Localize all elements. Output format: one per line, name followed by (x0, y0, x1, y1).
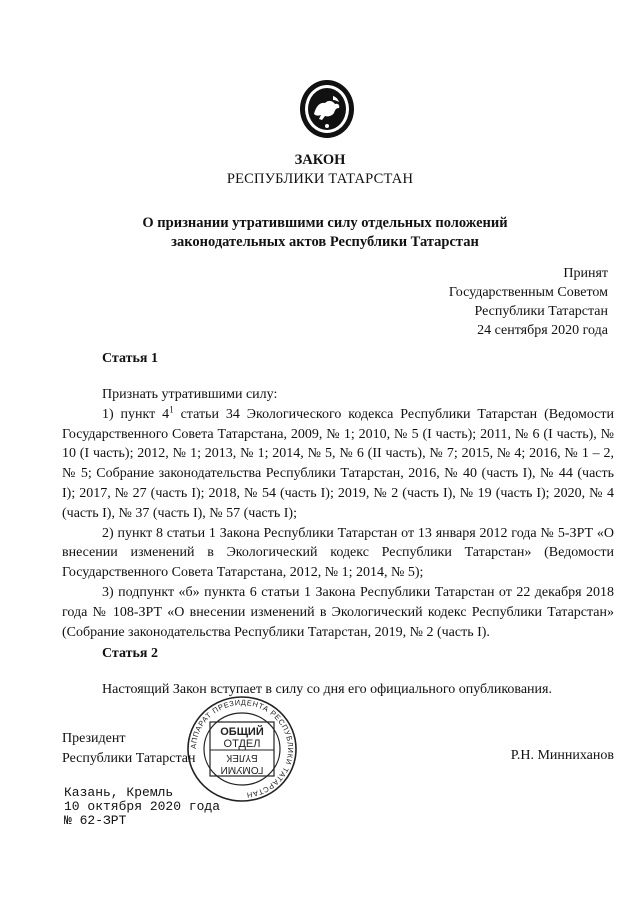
signature-position (62, 729, 196, 769)
document-title: ЗАКОН (294, 152, 346, 168)
stamp-line-1: ОБЩИЙ (220, 726, 264, 738)
article-2-text: Настоящий Закон вступает в силу со дня его официального опубликования. (102, 682, 552, 697)
adoption-block (348, 264, 608, 340)
adoption-line-4: 24 сентября 2020 года (477, 323, 608, 338)
article-1-item-2: 2) пункт 8 статьи 1 Закона Республики Татарстан от 13 января 2012 года № 5-ЗРТ «О внесении изменений в Экологический кодекс Республики Татарстан» (Ведомости Государственного Совета Татарстана, 2012, № 1; 2014, № 5); (62, 525, 614, 581)
adoption-line-3: Республики Татарстан (474, 304, 608, 319)
position-line-2: Республики Татарстан (62, 751, 196, 766)
stamp-ring-text: АППАРАТ ПРЕЗИДЕНТА РЕСПУБЛИКИ ТАТАРСТАН (188, 697, 296, 800)
footer-block (64, 786, 220, 828)
article-1-body (62, 385, 614, 642)
article-1-intro: Признать утратившими силу: (102, 387, 278, 402)
footer-date: 10 октября 2020 года (64, 799, 221, 814)
signatory-name: Р.Н. Минниханов (510, 748, 614, 763)
article-1-item-3: 3) подпункт «б» пункта 6 статьи 1 Закона Республики Татарстан от 22 декабря 2018 года № 108-ЗРТ «О внесении изменений в Экологический кодекс Республики Татарстан» (Собрание законодательства Республики Татарстан, 2019, № 2 (часть I). (62, 584, 614, 640)
law-name-line-1: О признании утратившими силу отдельных положений (142, 215, 508, 231)
item-1-superscript: 1 (169, 404, 174, 415)
stamp-line-3: ГОМУМИ (220, 764, 264, 775)
item-1-text: статьи 34 Экологического кодекса Республики Татарстан (Ведомости Государственного Совета Татарстана, 2009, № 1; 2010, № 5 (I часть); 2011, № 6 (I часть), № 10 (I часть); 2012, № 1; 2013, № 1; 2014, № 5, № 6 (II часть), № 7; 2015, № 4; 2016, № 1 – 2, № 5; Собрание законодательства Республики Татарстан, 2016, № 40 (часть I), № 44 (часть I); 2017, № 27 (часть I); 2018, № 54 (часть I); 2019, № 2 (часть I), № 19 (часть I); 2020, № 4 (часть I), № 37 (часть I), № 57 (часть I); (62, 406, 614, 521)
article-2-body (62, 680, 614, 700)
law-name (90, 214, 560, 252)
position-line-1: Президент (62, 731, 126, 746)
law-name-line-2: законодательных актов Республики Татарстан (171, 234, 479, 250)
article-1-heading: Статья 1 (102, 351, 158, 366)
item-1-start: 1) пункт 4 (102, 406, 170, 422)
adoption-line-1: Принят (563, 266, 608, 281)
article-2-heading: Статья 2 (102, 646, 158, 661)
tatarstan-emblem-icon (298, 78, 356, 140)
adoption-line-2: Государственным Советом (448, 285, 608, 300)
footer-number: № 62-ЗРТ (64, 813, 127, 828)
footer-place: Казань, Кремль (64, 785, 174, 800)
article-1-item-1 (62, 405, 614, 524)
document-subtitle: РЕСПУБЛИКИ ТАТАРСТАН (226, 171, 414, 187)
stamp-line-4: БҮЛЕК (226, 752, 258, 763)
stamp-line-2: ОТДЕЛ (223, 738, 261, 750)
